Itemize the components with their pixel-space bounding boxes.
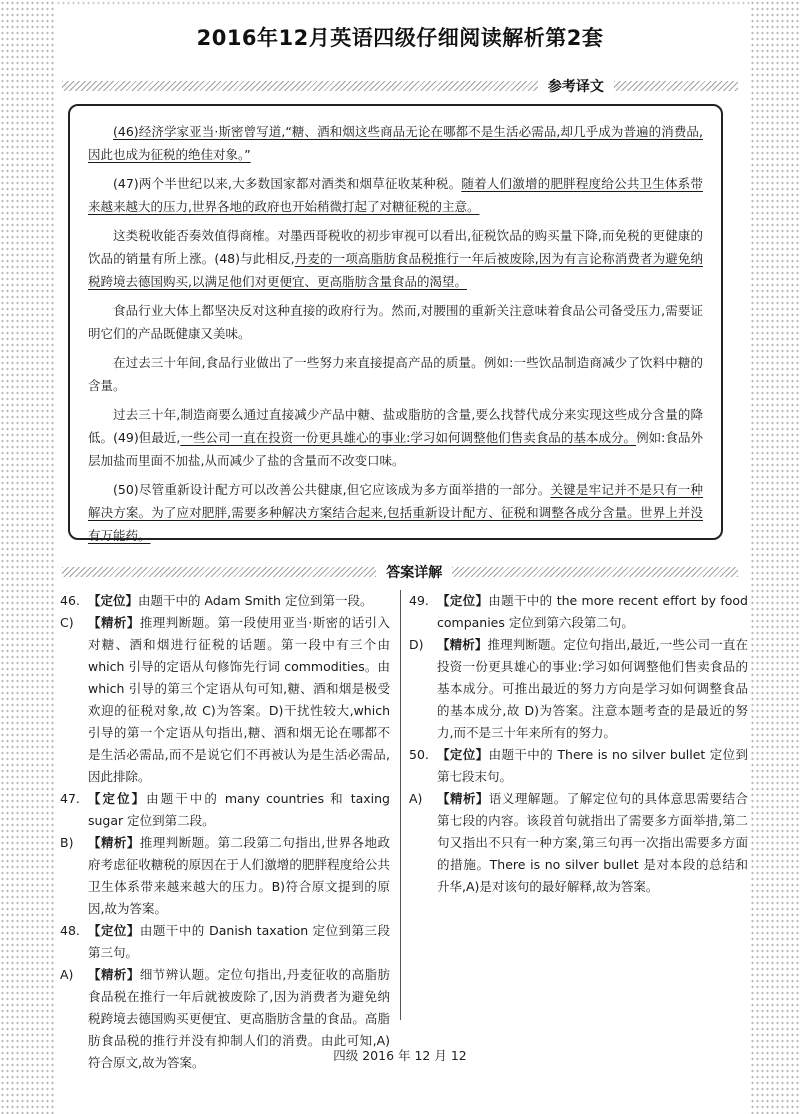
translation-paragraph-7 <box>88 478 703 547</box>
locate-text: 由题干中的 Danish taxation 定位到第三段第三句。 <box>88 923 390 960</box>
translation-paragraph-3 <box>88 224 703 293</box>
paragraph-text: (50)尽管重新设计配方可以改善公共健康,但它应该成为多方面举措的一部分。 <box>113 482 551 497</box>
analysis-tag: 【精析】 <box>88 615 140 630</box>
translation-box <box>68 104 723 543</box>
paragraph-text: 过去三十年,制造商要么通过直接减少产品中糖、盐或脂肪的含量,要么找替代成分来实现这些成分含量的降低。(49)但最近, <box>88 407 703 445</box>
answers-section-label: 答案详解 <box>376 562 452 582</box>
top-dotted-margin <box>56 0 750 8</box>
underlined-text: 关键是牢记并不是只有一种解决方案。为了应对肥胖,需要多种解决方案结合起来,包括重新设计配方、征税和调整各成分含量。世界上并没有万能药。 <box>88 482 703 543</box>
q46-analysis <box>60 612 390 788</box>
answer-letter: C) <box>60 615 74 630</box>
q50-locate <box>409 744 748 788</box>
paragraph-text: 例如:食品外层加盐而里面不加盐,从而减少了盐的含量而不改变口味。 <box>88 430 704 468</box>
locate-tag: 【定位】 <box>437 747 489 762</box>
paragraph-text: 在过去三十年间,食品行业做出了一些努力来直接提高产品的质量。例如:一些饮品制造商减少了饮料中糖的含量。 <box>88 355 703 393</box>
translation-section-header <box>62 77 738 95</box>
question-number: 47. <box>60 791 80 806</box>
locate-text: 由题干中的 the more recent effort by food companies 定位到第六段第二句。 <box>437 593 748 630</box>
locate-tag: 【定位】 <box>88 593 139 608</box>
underlined-text: 丹麦的一项高脂肪食品税推行一年后被废除,因为有言论称消费者为避免纳税跨境去德国购买,以满足他们对更便宜、更高脂肪含量食品的渴望。 <box>88 251 703 289</box>
analysis-tag: 【精析】 <box>437 637 488 652</box>
translation-paragraph-4 <box>88 299 703 345</box>
section-band <box>62 81 538 91</box>
page-footer: 四级 2016 年 12 月 12 <box>333 1048 467 1063</box>
q47-locate <box>60 788 390 832</box>
question-number: 48. <box>60 923 80 938</box>
locate-text: 由题干中的 There is no silver bullet 定位到第七段末句。 <box>437 747 748 784</box>
q46-locate <box>60 590 390 612</box>
paragraph-text: 这类税收能否奏效值得商榷。对墨西哥税收的初步审视可以看出,征税饮品的购买量下降,而免税的更健康的饮品的销量有所上涨。(48)与此相反, <box>88 228 703 266</box>
translation-section-label: 参考译文 <box>538 76 614 96</box>
section-band <box>452 567 738 577</box>
section-band <box>62 567 376 577</box>
locate-text: 由题干中的 Adam Smith 定位到第一段。 <box>138 593 373 608</box>
answer-letter: D) <box>409 637 424 652</box>
answers-left-column <box>60 590 390 1074</box>
answer-letter: A) <box>409 791 423 806</box>
answer-letter: A) <box>60 967 74 982</box>
underlined-text: 一些公司一直在投资一份更具雄心的事业:学习如何调整他们售卖食品的基本成分。 <box>180 430 637 445</box>
section-band <box>614 81 738 91</box>
q49-analysis <box>409 634 748 744</box>
locate-tag: 【定位】 <box>88 791 147 806</box>
underlined-text: (46)经济学家亚当·斯密曾写道,“糖、酒和烟这些商品无论在哪都不是生活必需品,却几乎成为普遍的消费品,因此也成为征税的绝佳对象。” <box>88 124 703 162</box>
question-number: 49. <box>409 593 429 608</box>
q50-analysis <box>409 788 748 898</box>
analysis-text: 细节辨认题。定位句指出,丹麦征收的高脂肪食品税在推行一年后就被废除了,因为消费者为避免纳税跨境去德国购买更便宜、更高脂肪含量的食品。高脂肪食品税的推行并没有抑制人们的消费。由此可知,A)符合原文,故为答案。 <box>88 967 390 1070</box>
analysis-text: 语义理解题。了解定位句的具体意思需要结合第七段的内容。该段首句就指出了需要多方面举措,第二句又指出不只有一种方案,第三句再一次指出需要多方面的措施。There is no silver bullet 是对本段的总结和升华,A)是对该句的最好解释,故为答案。 <box>437 791 748 894</box>
paragraph-text: (47)两个半世纪以来,大多数国家都对酒类和烟草征收某种税。 <box>113 176 462 191</box>
answers-right-column <box>400 590 748 1020</box>
q48-locate <box>60 920 390 964</box>
locate-text: 由题干中的 many countries 和 taxing sugar 定位到第二段。 <box>88 791 390 828</box>
answer-letter: B) <box>60 835 74 850</box>
analysis-tag: 【精析】 <box>437 791 489 806</box>
page-title: 2016年12月英语四级仔细阅读解析第2套 <box>196 26 604 50</box>
paragraph-text: 食品行业大体上都坚决反对这种直接的政府行为。然而,对腰围的重新关注意味着食品公司备受压力,需要证明它们的产品既健康又美味。 <box>88 303 703 341</box>
left-dotted-margin <box>0 0 56 1114</box>
translation-paragraph-2 <box>88 172 703 218</box>
translation-paragraph-5 <box>88 351 703 397</box>
underlined-text: 随着人们激增的肥胖程度给公共卫生体系带来越来越大的压力,世界各地的政府也开始稍微打起了对糖征税的主意。 <box>88 176 703 214</box>
answers-section-header <box>62 563 738 581</box>
analysis-tag: 【精析】 <box>88 835 140 850</box>
analysis-text: 推理判断题。定位句指出,最近,一些公司一直在投资一份更具雄心的事业:学习如何调整他们售卖食品的基本成分。可推出最近的努力方向是学习如何调整食品的基本成分,故 D)为答案。注意本题考查的是最近的努力,而不是三十年来所有的努力。 <box>437 637 748 740</box>
analysis-text: 推理判断题。第一段使用亚当·斯密的话引入对糖、酒和烟进行征税的话题。第一段中有三个由 which 引导的定语从句修饰先行词 commodities。由 which 引导的第三个定语从句可知,糖、酒和烟是极受欢迎的征税对象,故 C)为答案。D)干扰性较大,which 引导的第一个定语从句指出,糖、酒和烟无论在哪都不是生活必需品,而不是说它们不再被认为是生活必需品,因此排除。 <box>88 615 390 784</box>
translation-paragraph-1 <box>88 120 703 166</box>
locate-tag: 【定位】 <box>437 593 489 608</box>
analysis-text: 推理判断题。第二段第二句指出,世界各地政府考虑征收糖税的原因在于人们激增的肥胖程度给公共卫生体系带来越来越大的压力。B)符合原文提到的原因,故为答案。 <box>88 835 390 916</box>
analysis-tag: 【精析】 <box>88 967 140 982</box>
question-number: 46. <box>60 593 80 608</box>
translation-paragraph-6 <box>88 403 703 472</box>
locate-tag: 【定位】 <box>88 923 140 938</box>
q49-locate <box>409 590 748 634</box>
q47-analysis <box>60 832 390 920</box>
right-dotted-margin <box>750 0 800 1114</box>
question-number: 50. <box>409 747 429 762</box>
